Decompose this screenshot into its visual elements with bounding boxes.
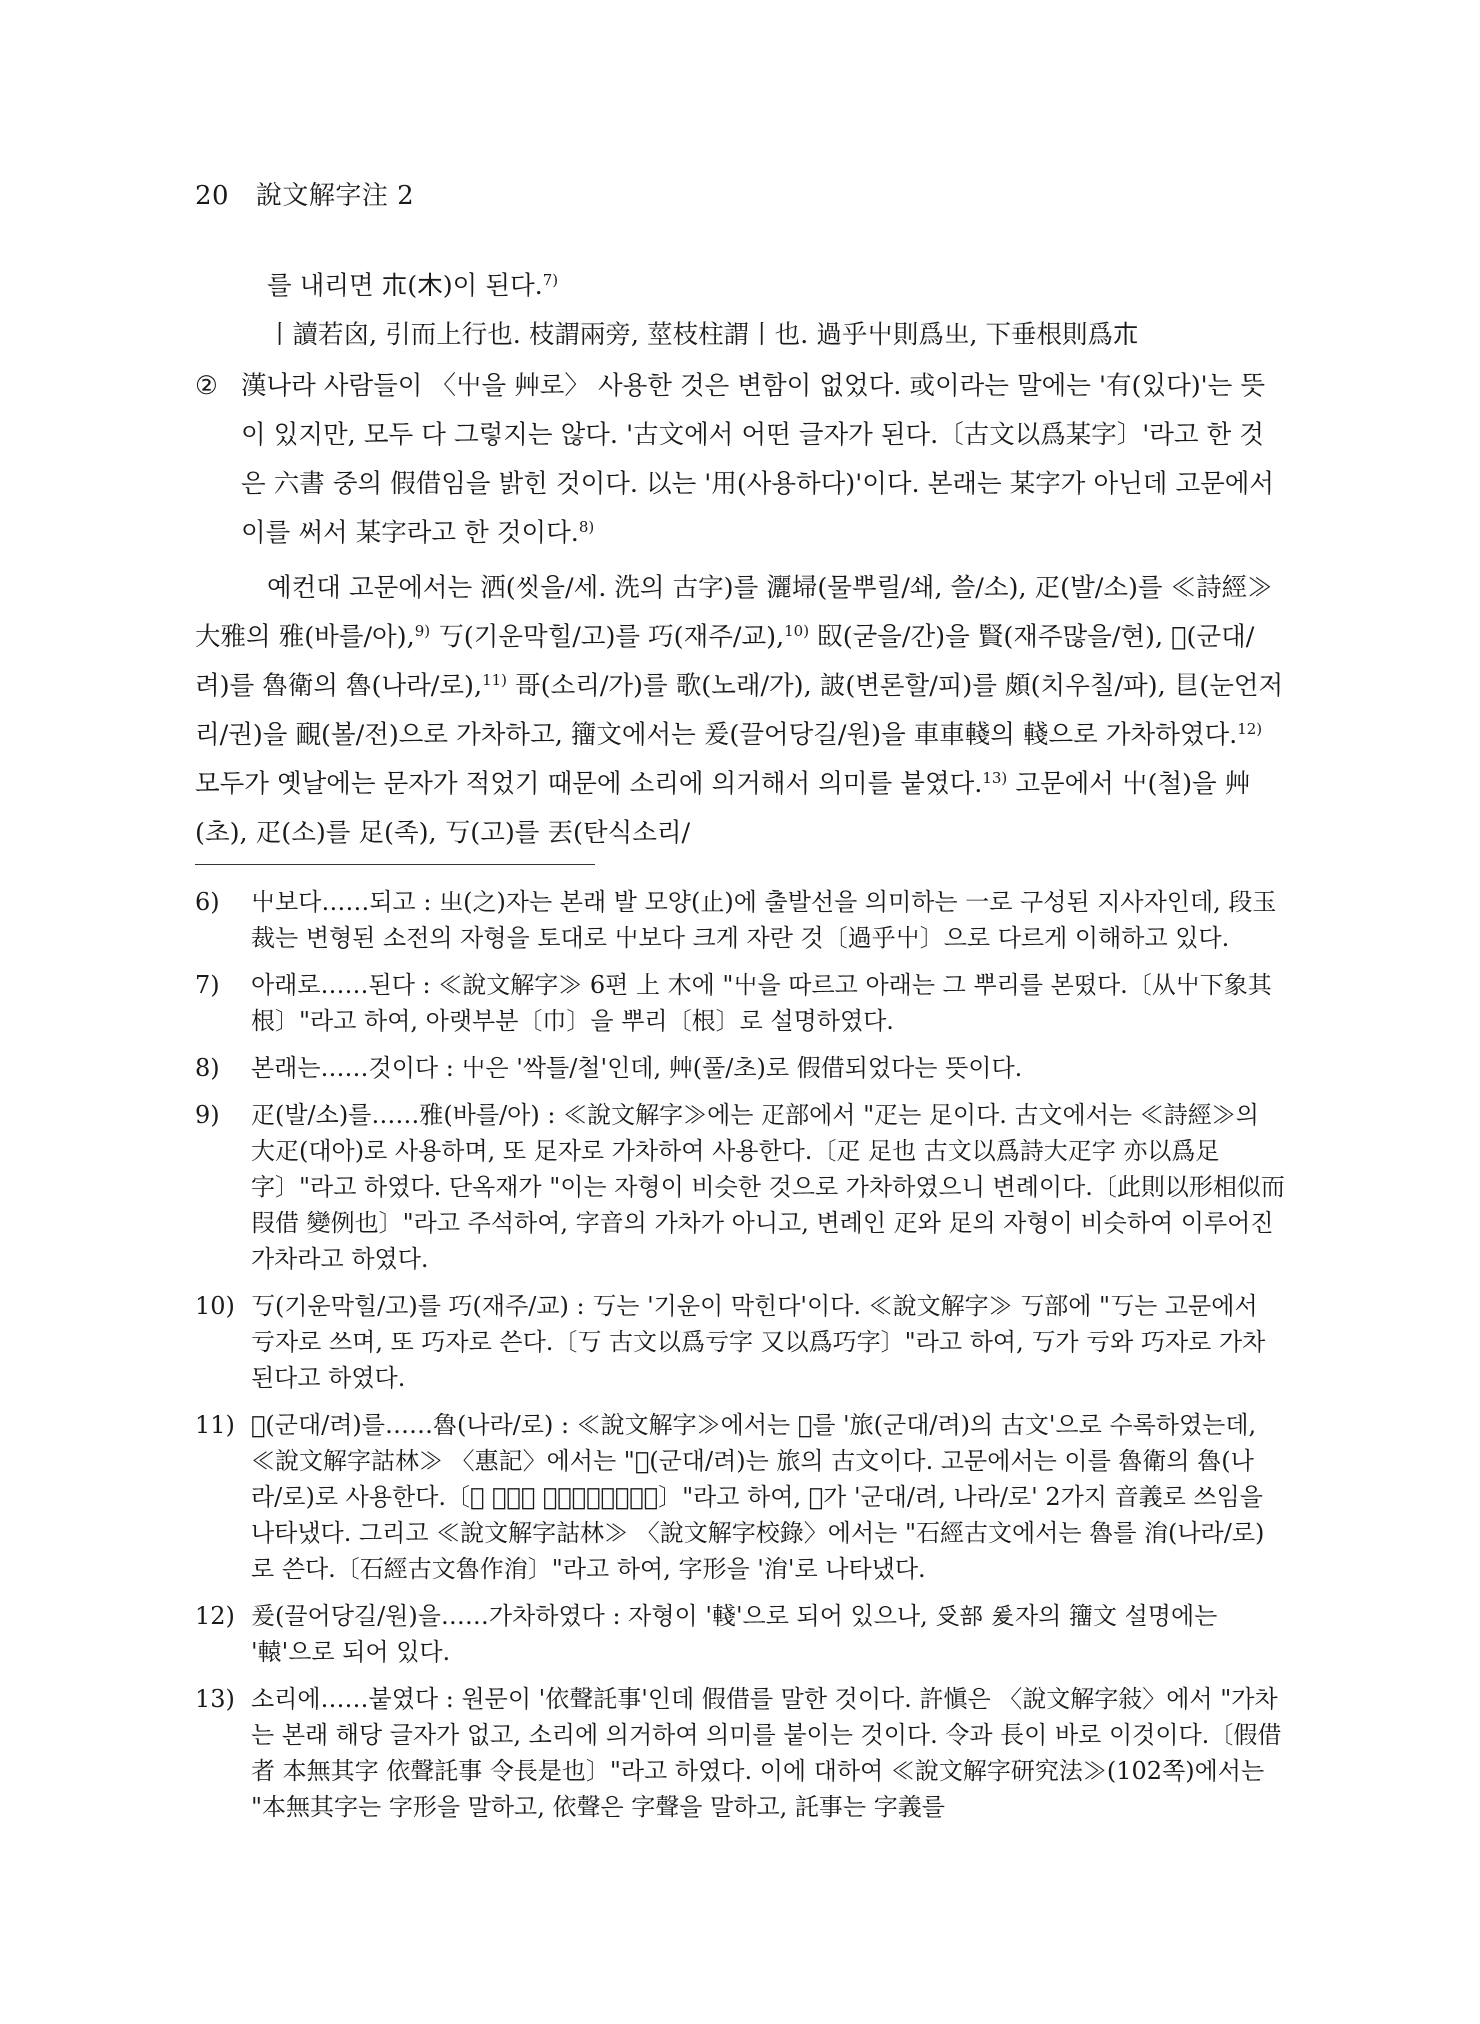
circled-number-2: ② [195, 371, 218, 401]
footnote-ref-7[interactable]: 7) [542, 271, 559, 289]
footnote-ref-12[interactable]: 12) [1237, 720, 1263, 738]
footnote-ref-11[interactable]: 11) [482, 671, 508, 689]
comment-paragraph-2: 예컨대 고문에서는 洒(씻을/세. 洗의 古字)를 灑埽(물뿌릴/쇄, 쓸/소), 疋(발/소)를 ≪詩經≫ 大雅의 雅(바를/아),$^{9)}$ 丂(기운막힐/고)를 巧(재주/교),$^{10)}$ 臤(굳을/간)을 賢(재주많을/현), 𣥠(군대/려)를 魯衛의 魯(나라/로),$^{11)}$ 哥(소리/가)를 歌(노래/가), 詖(변론할/피)를 頗(치우칠/파), 𥃩(눈언저리/권)을 靦(볼/전)으로 가차하고, 籒文에서는 爰(끌어당길/원)을 車車輚의 輚으로 가차하였다.$^{12)}$ 모두가 옛날에는 문자가 적었기 때문에 소리에 의거해서 의미를 붙였다.$^{13)}$ 고문에서 屮(철)을 艸(초), 疋(소)를 足(족), 丂(고)를 丟(탄식소리/ [195, 573, 1284, 848]
footnote-12: 12) 爰(끌어당길/원)을……가차하였다 : 자형이 '輚'으로 되어 있으나, 𠬪部 爰자의 籒文 설명에는 '轅'으로 되어 있다. [195, 1602, 1218, 1666]
main-line-1: 를 내리면 𣎳(木)이 된다.$^{7)}$ [267, 271, 559, 301]
footnote-8: 8) 본래는……것이다 : 屮은 '싹틀/철'인데, 艸(풀/초)로 假借되었다는 뜻이다. [195, 1054, 1023, 1082]
footnote-7: 7) 아래로……된다 : ≪說文解字≫ 6편 上 木에 "屮을 따르고 아래는 그 뿌리를 본떴다.〔从屮下象其根〕"라고 하여, 아랫부분〔巾〕을 뿌리〔根〕로 설명하였다. [195, 971, 1272, 1035]
footnote-13: 13) 소리에……붙였다 : 원문이 '依聲託事'인데 假借를 말한 것이다. 許愼은 〈說文解字敍〉에서 "가차는 본래 해당 글자가 없고, 소리에 의거하여 의미를 붙이는 것이다. 令과 長이 바로 이것이다.〔假借者 本無其字 依聲託事 令長是也〕"라고 하였다. 이에 대하여 ≪說文解字研究法≫(102쪽)에서는 "本無其字는 字形을 말하고, 依聲은 字聲을 말하고, 託事는 字義를 [195, 1685, 1282, 1821]
footnote-6: 6) 屮보다……되고 : 㞢(之)자는 본래 발 모양(止)에 출발선을 의미하는 一로 구성된 지사자인데, 段玉裁는 변형된 소전의 자형을 토대로 屮보다 크게 자란 것〔過乎屮〕으로 다르게 이해하고 있다. [195, 888, 1277, 952]
footnote-divider [195, 864, 595, 865]
comment-paragraph-1: 漢나라 사람들이 〈屮을 艸로〉 사용한 것은 변함이 없었다. 或이라는 말에는 '有(있다)'는 뜻이 있지만, 모두 다 그렇지는 않다. '古文에서 어떤 글자가 된다.〔古文以爲某字〕'라고 한 것은 六書 중의 假借임을 밝힌 것이다. 以는 '用(사용하다)'이다. 본래는 某字가 아닌데 고문에서 이를 써서 某字라고 한 것이다.$^{8)}$ [241, 371, 1275, 548]
footnote-ref-10[interactable]: 10) [784, 622, 810, 640]
comment-item-2 [195, 362, 1285, 858]
footnote-9: 9) 疋(발/소)를……雅(바를/아) : ≪說文解字≫에는 疋部에서 "疋는 足이다. 古文에서는 ≪詩經≫의 大疋(대아)로 사용하며, 또 足자로 가차하여 사용한다.〔疋 足也 古文以爲詩大疋字 亦以爲足字〕"라고 하였다. 단옥재가 "이는 자형이 비슷한 것으로 가차하였으니 변례이다.〔此則以形相似而叚借 變例也〕"라고 주석하여, 字音의 가차가 아니고, 변례인 疋와 足의 자형이 비슷하여 이루어진 가차라고 하였다. [195, 1101, 1285, 1273]
book-title: 說文解字注 2 [255, 181, 415, 211]
footnote-10: 10) 丂(기운막힐/고)를 巧(재주/교) : 丂는 '기운이 막힌다'이다. ≪說文解字≫ 丂部에 "丂는 고문에서 亏자로 쓰며, 또 巧자로 쓴다.〔丂 古文以爲亏字 又以爲巧字〕"라고 하여, 丂가 亏와 巧자로 가차된다고 하였다. [195, 1292, 1266, 1392]
footnote-ref-13[interactable]: 13) [982, 769, 1008, 787]
page-header [195, 175, 414, 212]
footnote-ref-9[interactable]: 9) [414, 622, 431, 640]
footnote-11: 11) 𣥠(군대/려)를……魯(나라/로) : ≪說文解字≫에서는 𣥠를 '旅(군대/려)의 古文'으로 수록하였는데, ≪說文解字詁林≫ 〈惠記〉에서는 "𣥠(군대/려)는 旅의 古文이다. 고문에서는 이를 魯衛의 魯(나라/로)로 사용한다.〔𣥠 古文旅 古文以爲魯衛之魯〕"라고 하여, 𣥠가 '군대/려, 나라/로' 2가지 音義로 쓰임을 나타냈다. 그리고 ≪說文解字詁林≫ 〈說文解字校錄〉에서는 "石經古文에서는 魯를 㳙(나라/로)로 쓴다.〔石經古文魯作㳙〕"라고 하여, 字形을 '㳙'로 나타냈다. [195, 1411, 1265, 1583]
footnote-ref-8[interactable]: 8) [578, 518, 595, 536]
main-text [195, 262, 1285, 858]
footnotes [195, 884, 1285, 1836]
page-number: 20 [195, 181, 230, 211]
quoted-original-text: 丨讀若囟, 引而上行也. 枝謂兩旁, 莖枝柱謂丨也. 過乎屮則爲㞢, 下垂根則爲𣎳 [267, 320, 1139, 350]
